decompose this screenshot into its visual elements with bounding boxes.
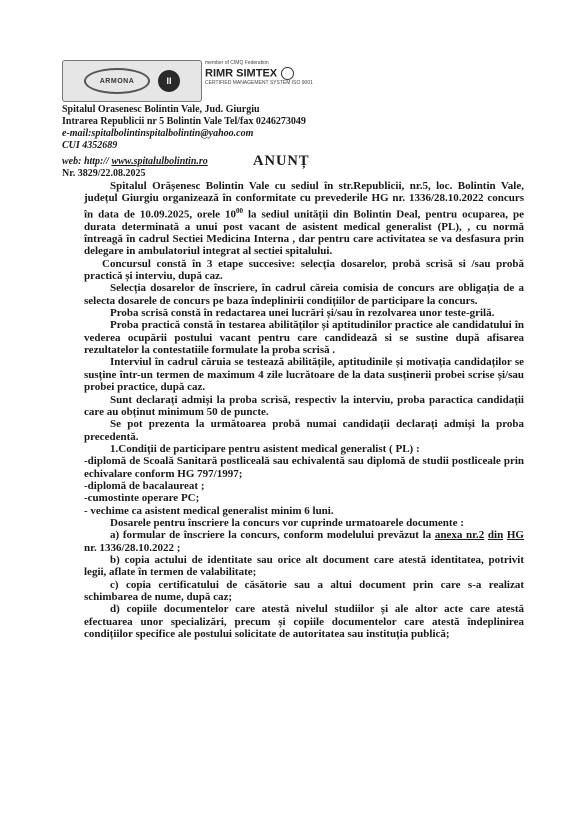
hospital-email: e-mail:spitalbolintinspitalbolintin@yahoo.com [62,128,254,139]
proba-scrisa-paragraph: Proba scrisă constă în redactarea unei lucrări și/sau în rezolvarea unor teste-grilă. [110,307,495,320]
hospital-cui: CUI 4352689 [62,140,118,151]
document-item-b: b) copia actului de identitate sau orice alt document care atestă identitatea, potrivit legii, aflate în termen de valabilitate; [84,553,524,579]
cert-system-text: CERTIFIED MANAGEMENT SYSTEM ISO 9001 [205,80,313,86]
web-label: web: http:// [62,156,112,167]
hospital-logo [62,60,202,102]
hospital-web [62,156,208,168]
conditions-title: 1.Condiții de participare pentru asistent medical generalist ( PL) : [110,442,420,455]
concurs-paragraph: Concursul constă în 3 etape succesive: selecția dosarelor, probă scrisă si /sau probă practică și interviu, după caz. [84,257,524,283]
logo-oval-text: ARMONA [99,77,135,85]
prezenta-paragraph: Se pot prezenta la următoarea probă numai candidații declarați admiși la proba precedentă. [84,418,524,443]
anexa-link[interactable]: anexa nr.2 [434,529,485,542]
condition-item: - vechime ca asistent medical generalist minim 6 luni. [84,504,334,517]
iqnet-circle-icon [281,67,294,80]
condition-item: -diplomă de bacalaureat ; [84,479,205,492]
din-link[interactable]: din [487,529,504,542]
page-title: ANUNȚ [253,153,310,169]
intro-text-a: Spitalul Orășenesc Bolintin Vale cu sediul în str.Republicii, nr.5, loc. Bolintin Vale, județul Giurgiu organizează în conformitate cu prevederile HG nr. 1336/28.10.2022 concurs în data de 10.09.2025, orele 10 [84,180,524,221]
admisi-paragraph: Sunt declarați admiși la proba scrisă, respectiv la interviu, proba paractica candidații care au obținut minimum 50 de puncte. [84,393,524,418]
intro-sup: 00 [236,206,244,215]
cert-brand-text: RIMR SIMTEX [205,67,278,80]
logo-oval-mark [84,68,150,94]
hospital-address: Intrarea Republicii nr 5 Bolintin Vale Tel/fax 0246273049 [62,116,306,127]
document-item-d: d) copiile documentelor care atestă nivelul studiilor și ale altor acte care atestă efectuarea unor specializări, precum și copiile documentelor care atestă îndeplinirea condițiilor specifice ale postului solicitate de autoritatea sau instituția publică; [84,603,524,641]
cert-brand [205,67,323,80]
cert-member-text: member of CIMQ Federation [205,60,269,66]
hospital-name: Spitalul Orasenesc Bolintin Vale, Jud. Giurgiu [62,104,260,115]
logo-badge: II [158,70,180,92]
intro-text-b: la sediul unității din Bolintin Deal, pentru ocuparea, pe durata determinată a unui post vacant de asistent medical generalist (PL), , cu normă întreagă în cadrul Sectiei Medicina Interna , dar pentru care activitatea se va desfasura prin delegare in ambulatoriul integrat al sectiei spitalului. [84,208,524,258]
web-link[interactable]: www.spitalulbolintin.ro [111,156,208,167]
document-item-c: c) copia certificatului de căsătorie sau a altui document prin care s-a realizat schimbarea de nume, după caz; [84,578,524,603]
condition-item: -cumostinte operare PC; [84,492,200,505]
condition-item: -diplomă de Scoală Sanitară postliceală sau echivalentă sau diplomă de studii postliceale prin echivalare conform HG 797/1997; [84,455,524,480]
intro-paragraph [84,180,524,258]
dosare-title: Dosarele pentru înscriere la concurs vor cuprinde urmatoarele documente : [110,516,464,529]
document-item-a [84,529,524,554]
doc-a-text: a) formular de înscriere la concurs, conform modelului prevăzut la [110,529,435,542]
selectia-paragraph: Selecția dosarelor de înscriere, în cadrul căreia comisia de concurs are obligația de a selecta dosarele de concurs pe baza îndeplinirii condițiilor de participare la concurs. [84,282,524,307]
document-number: Nr. 3829/22.08.2025 [62,168,146,179]
interviu-paragraph: Interviul în cadrul căruia se testează abilitățile, aptitudinile și motivația candidaților se susține într-un termen de maximum 4 zile lucrătoare de la data susținerii probei scrise și/sau probei practice, după caz. [84,356,524,394]
doc-a-text-end: nr. 1336/28.10.2022 ; [84,541,181,554]
certification-logo [205,60,323,100]
proba-practica-paragraph: Proba practică constă în testarea abilităților și aptitudinilor practice ale candidatului în vederea ocupării postului vacant pentru care candidează si se sustine după afisarea rezultatelor la contestatiile formulate la proba scrisă . [84,319,524,357]
hg-link[interactable]: HG [506,529,524,542]
announcement-body [84,180,524,640]
